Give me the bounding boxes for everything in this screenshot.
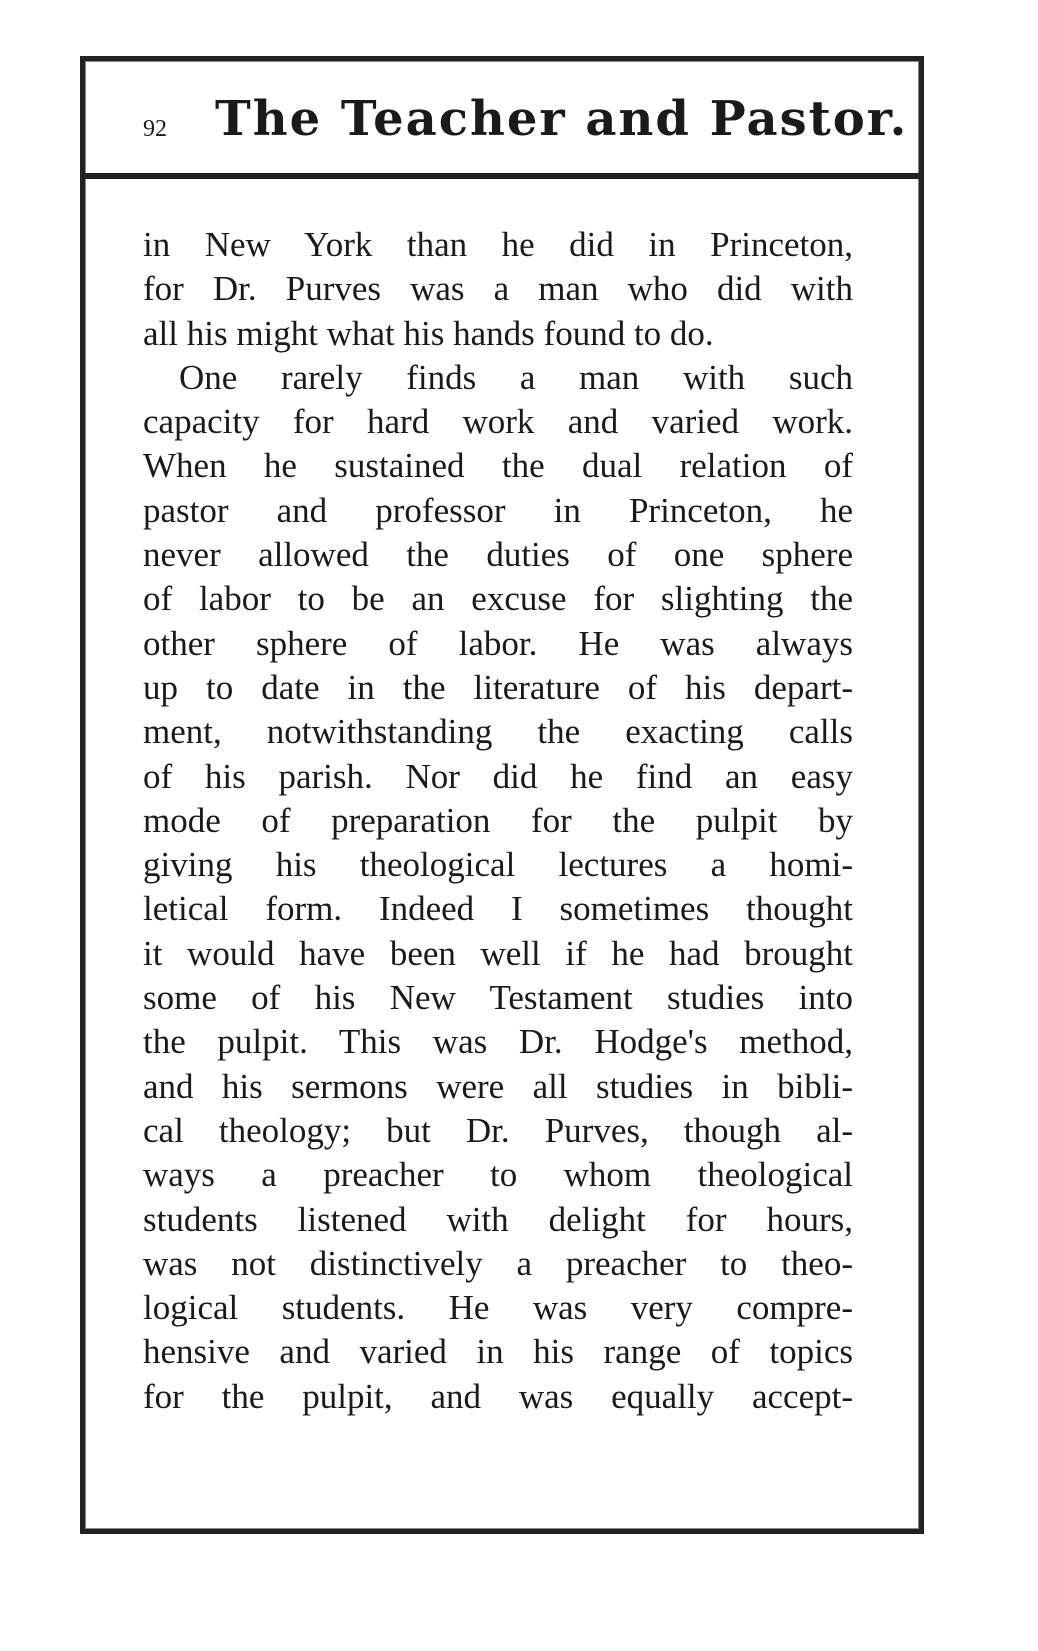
- text-line: ment, notwithstanding the exacting calls: [143, 712, 853, 752]
- text-line: was not distinctively a preacher to theo-: [143, 1243, 853, 1283]
- text-line: for the pulpit, and was equally accept-: [143, 1376, 853, 1416]
- text-line: logical students. He was very compre-: [143, 1288, 853, 1328]
- text-line: pastor and professor in Princeton, he: [143, 490, 853, 530]
- text-line: it would have been well if he had brought: [143, 933, 853, 973]
- text-line: capacity for hard work and varied work.: [143, 402, 853, 442]
- text-line: some of his New Testament studies into: [143, 978, 853, 1018]
- text-line: the pulpit. This was Dr. Hodge's method,: [143, 1022, 853, 1062]
- text-line: students listened with delight for hours,: [143, 1199, 853, 1239]
- text-line: letical form. Indeed I sometimes thought: [143, 889, 853, 929]
- text-line: all his might what his hands found to do.: [143, 313, 714, 353]
- text-line: other sphere of labor. He was always: [143, 623, 853, 663]
- running-title: The Teacher and Pastor.: [215, 91, 909, 147]
- text-line: in New York than he did in Princeton,: [143, 225, 853, 264]
- text-line: cal theology; but Dr. Purves, though al-: [143, 1110, 853, 1150]
- page-number: 92: [143, 116, 167, 142]
- text-line: up to date in the literature of his depart-: [143, 667, 853, 707]
- text-line: giving his theological lectures a homi-: [143, 845, 853, 885]
- text-line: and his sermons were all studies in bibli-: [143, 1066, 853, 1106]
- text-line: ways a preacher to whom theological: [143, 1155, 853, 1195]
- body-text: [143, 223, 853, 1419]
- text-line: for Dr. Purves was a man who did with: [143, 269, 853, 309]
- text-line: hensive and varied in his range of topics: [143, 1332, 853, 1372]
- text-line: mode of preparation for the pulpit by: [143, 800, 853, 840]
- text-line: One rarely finds a man with such: [179, 357, 853, 397]
- text-line: of labor to be an excuse for slighting the: [143, 579, 853, 619]
- text-line: never allowed the duties of one sphere: [143, 535, 853, 575]
- text-line: When he sustained the dual relation of: [143, 446, 853, 486]
- text-line: of his parish. Nor did he find an easy: [143, 756, 853, 796]
- running-header: [85, 61, 919, 179]
- page-frame: [80, 56, 924, 1534]
